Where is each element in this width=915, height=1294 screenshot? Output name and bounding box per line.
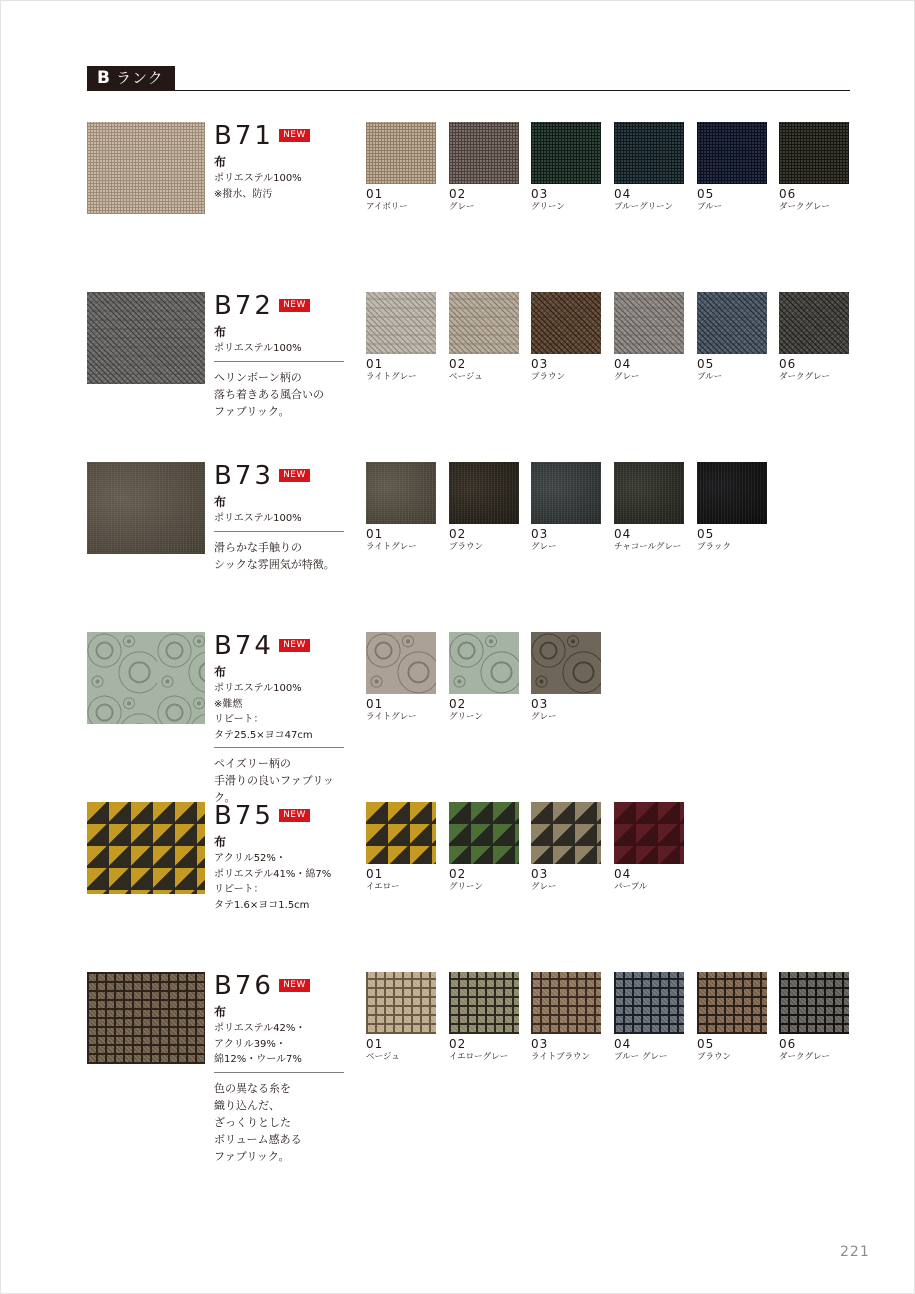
spec-line: アクリル39%・ <box>214 1038 286 1050</box>
variant-number: 03 <box>531 527 549 541</box>
variant-name: ブラック <box>697 542 731 552</box>
spec-line: リピート： <box>214 884 264 895</box>
color-variant-04 <box>614 292 686 383</box>
variant-number: 01 <box>366 357 384 371</box>
variant-swatch <box>697 462 767 524</box>
variant-swatch <box>449 122 519 184</box>
spec-line: ポリエステル42%・ <box>214 1023 306 1034</box>
rank-label: ランク <box>115 69 164 87</box>
variant-number: 01 <box>366 867 384 881</box>
variant-swatch <box>449 632 519 694</box>
color-variant-03 <box>531 632 603 723</box>
variant-name: アイボリー <box>366 202 408 212</box>
variant-swatch <box>614 292 684 354</box>
main-fabric-swatch <box>87 632 205 724</box>
new-badge: NEW <box>279 639 310 652</box>
variant-swatch <box>449 292 519 354</box>
product-code: B76 <box>214 971 274 1001</box>
variant-name: イエローグレー <box>449 1052 509 1062</box>
color-variant-03 <box>531 292 603 383</box>
variant-swatch <box>697 972 767 1034</box>
color-variant-01 <box>366 802 438 893</box>
spec-divider <box>214 361 344 362</box>
product-code: B72 <box>214 291 274 321</box>
variant-swatch <box>449 802 519 864</box>
main-fabric-swatch <box>87 122 205 214</box>
color-variant-03 <box>531 122 603 213</box>
variant-name: ライトグレー <box>366 712 417 722</box>
variant-number: 05 <box>697 527 715 541</box>
color-variant-03 <box>531 462 603 553</box>
variant-name: ブルー グレー <box>614 1052 668 1062</box>
variant-name: ブルーグリーン <box>614 202 673 212</box>
rank-tab <box>87 66 175 91</box>
color-variant-06 <box>779 122 851 213</box>
variant-name: ダークグレー <box>779 202 831 212</box>
variant-name: ブラウン <box>449 542 484 552</box>
variant-swatch <box>614 462 684 524</box>
description-line: 色の異なる糸を <box>214 1081 291 1095</box>
variant-name: グレー <box>449 202 475 212</box>
new-badge: NEW <box>279 469 310 482</box>
main-fabric-swatch <box>87 802 205 894</box>
variant-name: パープル <box>614 882 648 892</box>
spec-line: ※難燃 <box>214 698 243 710</box>
variant-name: ダークグレー <box>779 1052 831 1062</box>
variant-swatch <box>614 972 684 1034</box>
color-variant-02 <box>449 292 521 383</box>
spec-line: ポリエステル100% <box>214 173 302 184</box>
color-variant-02 <box>449 462 521 553</box>
variant-number: 06 <box>779 357 797 371</box>
product-code: B71 <box>214 121 274 151</box>
color-variant-01 <box>366 632 438 723</box>
variant-number: 05 <box>697 187 715 201</box>
description-line: 織り込んだ、 <box>214 1098 280 1112</box>
new-badge: NEW <box>279 299 310 312</box>
description-line: ざっくりとした <box>214 1115 291 1129</box>
variant-name: ブルー <box>697 372 723 382</box>
variant-swatch <box>531 632 601 694</box>
spec-line: ポリエステル41%・綿7% <box>214 868 332 880</box>
material-label: 布 <box>214 665 227 679</box>
color-variant-02 <box>449 972 521 1063</box>
variant-swatch <box>366 972 436 1034</box>
variant-swatch <box>531 462 601 524</box>
spec-line: タテ1.6×ヨコ1.5cm <box>214 899 310 911</box>
variant-name: ブラウン <box>697 1052 732 1062</box>
material-label: 布 <box>214 325 227 339</box>
variant-swatch <box>366 462 436 524</box>
description-line: ボリューム感ある <box>214 1132 302 1146</box>
variant-swatch <box>366 802 436 864</box>
description-line: 落ち着きある風合いの <box>214 387 324 401</box>
color-variant-05 <box>697 972 769 1063</box>
color-variant-01 <box>366 122 438 213</box>
variant-swatch <box>366 292 436 354</box>
spec-line: ※撥水、防汚 <box>214 188 273 200</box>
variant-number: 02 <box>449 1037 467 1051</box>
variant-swatch <box>779 972 849 1034</box>
variant-swatch <box>531 802 601 864</box>
variant-swatch <box>366 632 436 694</box>
variant-number: 06 <box>779 1037 797 1051</box>
variant-number: 02 <box>449 697 467 711</box>
variant-number: 04 <box>614 357 632 371</box>
variant-swatch <box>449 972 519 1034</box>
product-code: B73 <box>214 461 274 491</box>
variant-name: グレー <box>531 542 557 552</box>
variant-swatch <box>697 292 767 354</box>
variant-number: 03 <box>531 697 549 711</box>
variant-swatch <box>531 972 601 1034</box>
color-variant-04 <box>614 802 686 893</box>
variant-number: 04 <box>614 187 632 201</box>
description-line: ファブリック。 <box>214 1149 290 1163</box>
rank-letter: B <box>97 68 111 88</box>
variant-name: グリーン <box>449 712 483 722</box>
spec-divider <box>214 531 344 532</box>
spec-divider <box>214 747 344 748</box>
variant-swatch <box>366 122 436 184</box>
variant-name: ダークグレー <box>779 372 831 382</box>
variant-number: 06 <box>779 187 797 201</box>
variant-number: 04 <box>614 867 632 881</box>
spec-line: タテ25.5×ヨコ47cm <box>214 729 313 741</box>
variant-name: ライトブラウン <box>531 1052 590 1062</box>
description-line: 滑らかな手触りの <box>214 540 302 554</box>
description-line: ファブリック。 <box>214 404 290 418</box>
variant-number: 02 <box>449 187 467 201</box>
variant-number: 01 <box>366 1037 384 1051</box>
variant-number: 03 <box>531 187 549 201</box>
color-variant-05 <box>697 292 769 383</box>
variant-name: ベージュ <box>449 372 483 382</box>
description-line: ペイズリー柄の <box>214 757 291 770</box>
variant-number: 01 <box>366 697 384 711</box>
material-label: 布 <box>214 1005 227 1019</box>
color-variant-05 <box>697 122 769 213</box>
page-number: 221 <box>840 1244 870 1260</box>
color-variant-02 <box>449 632 521 723</box>
color-variant-02 <box>449 802 521 893</box>
color-variant-04 <box>614 122 686 213</box>
new-badge: NEW <box>279 979 310 992</box>
material-label: 布 <box>214 155 227 169</box>
main-fabric-swatch <box>87 972 205 1064</box>
material-label: 布 <box>214 835 227 849</box>
variant-name: ベージュ <box>366 1052 400 1062</box>
spec-divider <box>214 1072 344 1073</box>
variant-number: 02 <box>449 527 467 541</box>
variant-name: ライトグレー <box>366 542 417 552</box>
variant-name: グリーン <box>531 202 565 212</box>
color-variant-04 <box>614 462 686 553</box>
material-label: 布 <box>214 495 227 509</box>
new-badge: NEW <box>279 129 310 142</box>
color-variant-01 <box>366 462 438 553</box>
spec-line: ポリエステル100% <box>214 343 302 354</box>
variant-name: イエロー <box>366 882 400 892</box>
variant-swatch <box>614 802 684 864</box>
variant-number: 01 <box>366 527 384 541</box>
rank-rule <box>175 90 850 91</box>
color-variant-01 <box>366 292 438 383</box>
variant-name: グリーン <box>449 882 483 892</box>
color-variant-01 <box>366 972 438 1063</box>
variant-number: 04 <box>614 527 632 541</box>
variant-swatch <box>697 122 767 184</box>
spec-line: ポリエステル100% <box>214 513 302 524</box>
color-variant-05 <box>697 462 769 553</box>
variant-name: グレー <box>531 882 557 892</box>
variant-name: チャコールグレー <box>614 542 682 552</box>
variant-number: 01 <box>366 187 384 201</box>
variant-swatch <box>531 292 601 354</box>
main-fabric-swatch <box>87 292 205 384</box>
spec-line: アクリル52%・ <box>214 853 286 864</box>
variant-swatch <box>614 122 684 184</box>
variant-number: 05 <box>697 357 715 371</box>
description-line: シックな雰囲気が特徴。 <box>214 557 335 571</box>
main-fabric-swatch <box>87 462 205 554</box>
color-variant-03 <box>531 802 603 893</box>
variant-number: 03 <box>531 1037 549 1051</box>
color-variant-06 <box>779 292 851 383</box>
variant-number: 03 <box>531 867 549 881</box>
variant-swatch <box>779 122 849 184</box>
variant-swatch <box>779 292 849 354</box>
variant-name: グレー <box>614 372 640 382</box>
variant-name: ブルー <box>697 202 723 212</box>
new-badge: NEW <box>279 809 310 822</box>
variant-number: 02 <box>449 357 467 371</box>
variant-number: 03 <box>531 357 549 371</box>
variant-swatch <box>531 122 601 184</box>
spec-line: ポリエステル100% <box>214 683 302 694</box>
variant-name: グレー <box>531 712 557 722</box>
variant-name: ライトグレー <box>366 372 417 382</box>
spec-line: 綿12%・ウール7% <box>214 1054 302 1065</box>
color-variant-02 <box>449 122 521 213</box>
variant-number: 04 <box>614 1037 632 1051</box>
variant-swatch <box>449 462 519 524</box>
product-code: B74 <box>214 631 274 661</box>
product-code: B75 <box>214 801 274 831</box>
description-line: ヘリンボーン柄の <box>214 370 302 384</box>
color-variant-06 <box>779 972 851 1063</box>
variant-number: 05 <box>697 1037 715 1051</box>
color-variant-04 <box>614 972 686 1063</box>
variant-number: 02 <box>449 867 467 881</box>
variant-name: ブラウン <box>531 372 566 382</box>
description-line: 手滑りの良いファブリック。 <box>214 774 334 804</box>
spec-line: リピート： <box>214 714 264 725</box>
color-variant-03 <box>531 972 603 1063</box>
